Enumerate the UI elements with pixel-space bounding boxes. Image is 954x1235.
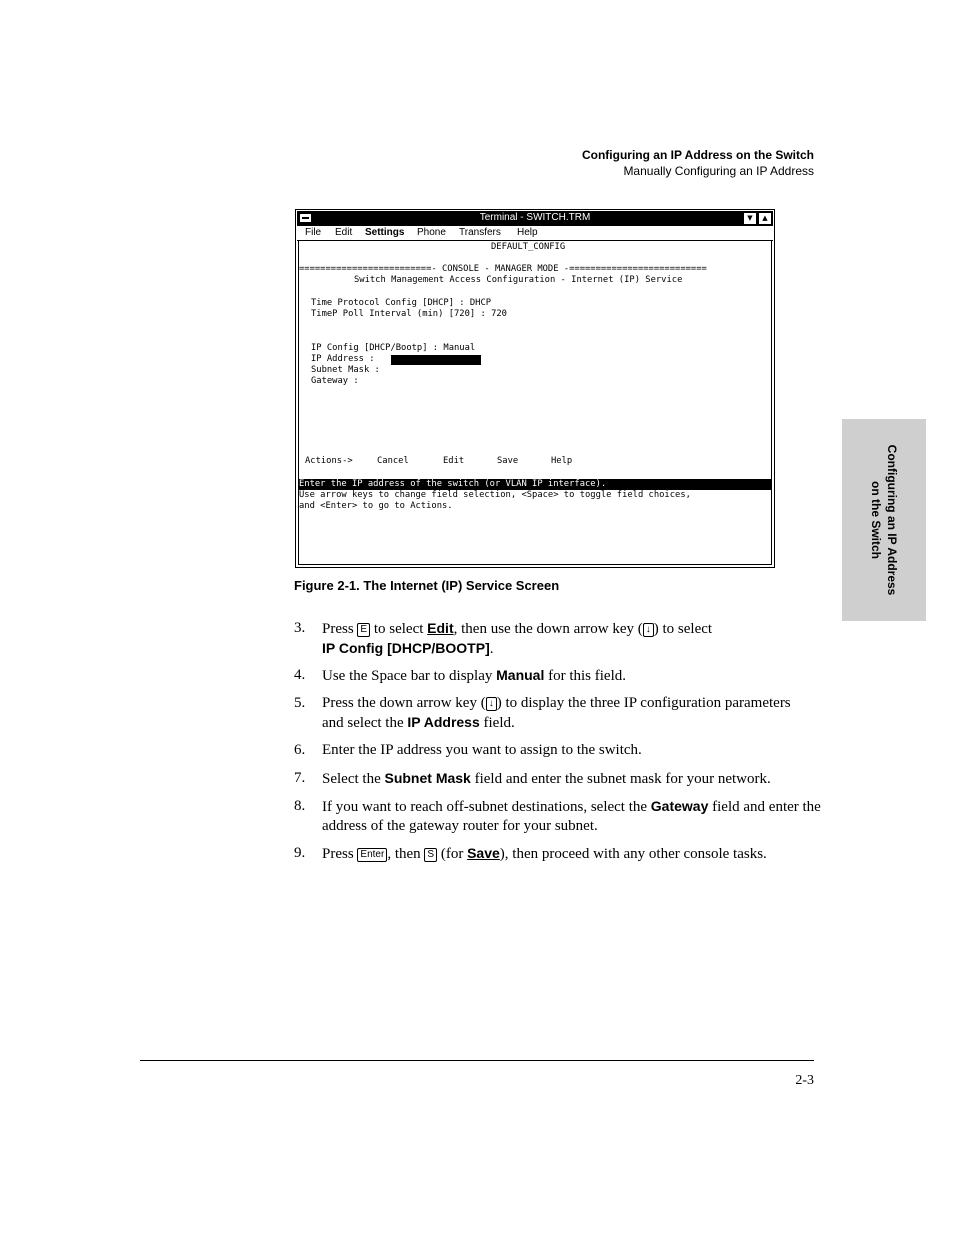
text: . <box>489 641 494 657</box>
menu-file[interactable]: File <box>305 227 322 238</box>
save-term <box>467 845 500 861</box>
config-name: DEFAULT_CONFIG <box>491 242 566 252</box>
text: field. <box>479 715 515 731</box>
step-number: 8. <box>294 798 306 814</box>
gateway-field[interactable]: Gateway : <box>311 376 359 386</box>
save-term-text: Save <box>467 845 500 861</box>
step-5 <box>294 694 794 733</box>
ip-config-term: IP Config [DHCP/BOOTP] <box>322 640 490 656</box>
screen-heading: Switch Management Access Configuration - Internet (IP) Service <box>354 275 683 285</box>
menu-transfers[interactable]: Transfers <box>459 227 501 238</box>
text: Press <box>322 846 358 862</box>
page-number: 2-3 <box>795 1073 814 1088</box>
text: field and enter the subnet mask for your network. <box>470 771 771 787</box>
step-9 <box>294 844 824 864</box>
text: Press the down arrow key ( <box>322 695 486 711</box>
menu-help[interactable]: Help <box>517 227 538 238</box>
down-arrow-key-icon: ↓ <box>486 697 497 711</box>
side-tab-line-2: on the Switch <box>869 481 883 559</box>
menu-edit[interactable]: Edit <box>335 227 353 238</box>
manual-term: Manual <box>496 667 545 683</box>
edit-term <box>427 620 453 636</box>
text: Enter the IP address you want to assign to the switch. <box>322 742 642 758</box>
menu-phone[interactable]: Phone <box>417 227 446 238</box>
footer-rule <box>140 1060 814 1061</box>
enter-key-icon: Enter <box>357 848 387 862</box>
maximize-icon[interactable]: ▲ <box>758 212 772 225</box>
side-tab-line-1: Configuring an IP Address <box>885 444 899 596</box>
time-protocol-field[interactable]: Time Protocol Config [DHCP] : DHCP <box>311 298 492 308</box>
text: ) to select <box>653 621 713 637</box>
step-number: 3. <box>294 620 306 636</box>
terminal-title: Terminal - SWITCH.TRM <box>479 212 591 223</box>
terminal-title-bar <box>297 211 773 226</box>
terminal-menu-bar <box>297 227 773 241</box>
minimize-icon[interactable]: ▼ <box>743 212 757 225</box>
text: , then <box>387 846 425 862</box>
text: ), then proceed with any other console tasks. <box>499 846 767 862</box>
help-text-line-2: and <Enter> to go to Actions. <box>299 501 453 511</box>
step-3 <box>294 619 824 659</box>
gateway-term: Gateway <box>650 798 709 814</box>
down-arrow-key-icon: ↓ <box>643 623 654 637</box>
ip-address-input[interactable] <box>391 355 481 365</box>
chapter-side-tab <box>842 419 926 621</box>
step-8 <box>294 797 824 836</box>
timep-poll-field[interactable]: TimeP Poll Interval (min) [720] : 720 <box>311 309 507 319</box>
text: , then use the down arrow key ( <box>453 621 643 637</box>
text: field and enter the address of the gateway router for your subnet. <box>322 799 821 834</box>
terminal-window <box>295 209 775 568</box>
actions-label: Actions-> <box>305 456 353 466</box>
edit-term-text: Edit <box>427 620 454 636</box>
step-6 <box>294 741 824 760</box>
text: Select the <box>322 771 385 787</box>
subnet-mask-term: Subnet Mask <box>384 770 471 786</box>
terminal-screen <box>298 241 772 565</box>
action-save[interactable]: Save <box>497 456 519 466</box>
side-tab-label <box>868 445 900 596</box>
text: If you want to reach off-subnet destinations, select the <box>322 799 651 815</box>
step-number: 7. <box>294 770 306 786</box>
action-edit[interactable]: Edit <box>443 456 465 466</box>
ip-address-label: IP Address : <box>311 354 375 364</box>
help-text-line-1: Use arrow keys to change field selection, <Space> to toggle field choices, <box>299 490 691 500</box>
ip-address-term: IP Address <box>407 714 480 730</box>
step-4 <box>294 666 824 686</box>
running-header-subtitle: Manually Configuring an IP Address <box>623 164 814 178</box>
e-key-icon: E <box>357 623 370 637</box>
console-mode-line: =========================- CONSOLE - MANAGER MODE -========================== <box>299 264 707 274</box>
action-cancel[interactable]: Cancel <box>377 456 409 466</box>
text: ) to display the three IP configuration parameters and select the <box>322 695 791 731</box>
step-number: 5. <box>294 695 306 711</box>
text: Use the Space bar to display <box>322 668 497 684</box>
step-number: 6. <box>294 742 306 758</box>
step-number: 4. <box>294 667 306 683</box>
running-header-title: Configuring an IP Address on the Switch <box>581 148 814 162</box>
menu-settings[interactable]: Settings <box>365 227 405 238</box>
ip-config-field[interactable]: IP Config [DHCP/Bootp] : Manual <box>311 343 476 353</box>
s-key-icon: S <box>424 848 437 862</box>
text: to select <box>370 621 428 637</box>
text: for this field. <box>544 668 627 684</box>
help-highlight-line: Enter the IP address of the switch (or VLAN IP interface). <box>299 479 771 490</box>
step-7 <box>294 769 824 789</box>
text: Press <box>322 621 358 637</box>
text: (for <box>437 846 468 862</box>
step-number: 9. <box>294 845 306 861</box>
action-help[interactable]: Help <box>551 456 573 466</box>
figure-caption: Figure 2-1. The Internet (IP) Service Screen <box>294 578 560 593</box>
subnet-mask-field[interactable]: Subnet Mask : <box>311 365 380 375</box>
